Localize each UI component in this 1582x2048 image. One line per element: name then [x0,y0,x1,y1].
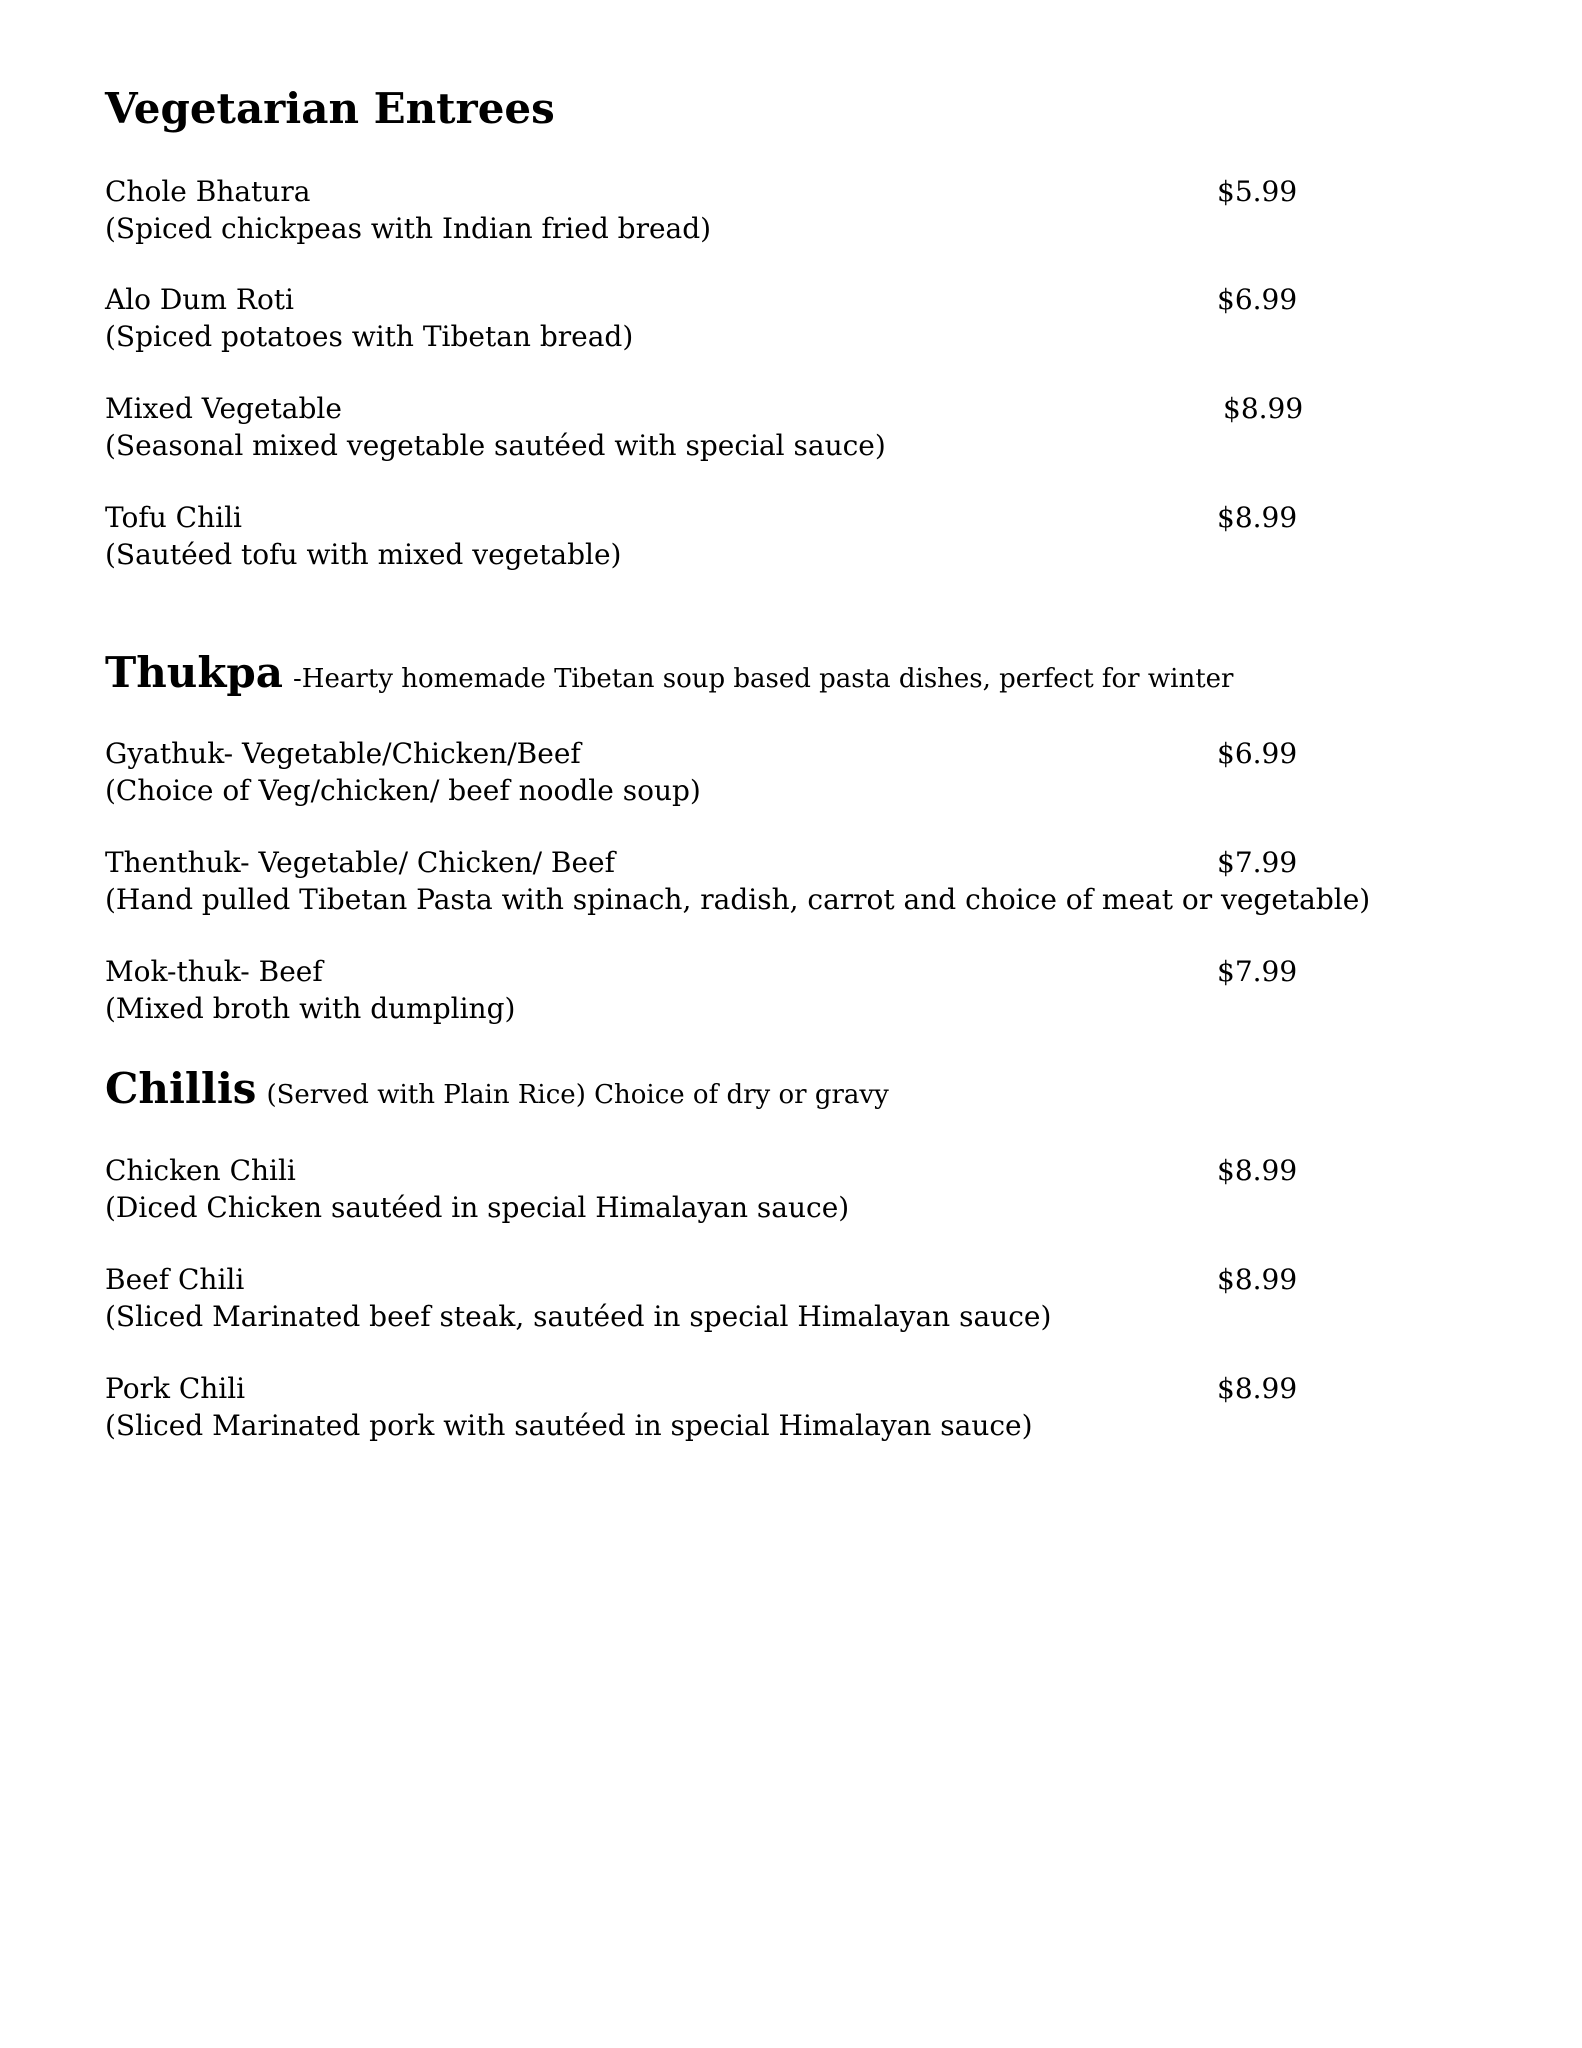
item-description: (Mixed broth with dumpling) [105,992,516,1025]
item-name: Mok-thuk- Beef [105,955,323,988]
item-description: (Seasonal mixed vegetable sautéed with special sauce) [105,429,886,462]
section-title-vegetarian-entrees [105,84,555,133]
section-title-text: Chillis [105,1064,257,1113]
item-name: Beef Chili [105,1263,245,1296]
item-price: $7.99 [1217,955,1298,988]
item-price: $8.99 [1217,1372,1298,1405]
item-name: Gyathuk- Vegetable/Chicken/Beef [105,737,581,770]
item-price: $8.99 [1217,1154,1298,1187]
item-price: $8.99 [1223,392,1304,425]
item-name: Mixed Vegetable [105,392,342,425]
item-description: (Spiced potatoes with Tibetan bread) [105,320,634,353]
item-name: Chicken Chili [105,1154,296,1187]
item-price: $7.99 [1217,846,1298,879]
item-description: (Spiced chickpeas with Indian fried bread) [105,212,712,245]
section-subtitle: (Served with Plain Rice) Choice of dry or gravy [266,1080,889,1110]
section-title-thukpa [105,648,1234,697]
item-description: (Sliced Marinated beef steak, sautéed in special Himalayan sauce) [105,1300,1052,1333]
item-description: (Choice of Veg/chicken/ beef noodle soup) [105,774,701,807]
item-price: $6.99 [1217,737,1298,770]
section-title-chillis [105,1064,889,1113]
item-name: Chole Bhatura [105,175,311,208]
item-description: (Hand pulled Tibetan Pasta with spinach, radish, carrot and choice of meat or vegetable) [105,883,1371,916]
item-name: Thenthuk- Vegetable/ Chicken/ Beef [105,846,615,879]
section-subtitle: -Hearty homemade Tibetan soup based pasta dishes, perfect for winter [293,664,1234,694]
item-description: (Sliced Marinated pork with sautéed in special Himalayan sauce) [105,1409,1033,1442]
item-name: Alo Dum Roti [105,283,295,316]
item-description: (Diced Chicken sautéed in special Himalayan sauce) [105,1191,850,1224]
item-price: $8.99 [1217,501,1298,534]
section-title-text: Thukpa [105,648,284,697]
item-name: Pork Chili [105,1372,246,1405]
item-name: Tofu Chili [105,501,242,534]
item-price: $6.99 [1217,283,1298,316]
item-description: (Sautéed tofu with mixed vegetable) [105,538,622,571]
section-title-text: Vegetarian Entrees [105,84,555,133]
item-price: $8.99 [1217,1263,1298,1296]
item-price: $5.99 [1217,175,1298,208]
